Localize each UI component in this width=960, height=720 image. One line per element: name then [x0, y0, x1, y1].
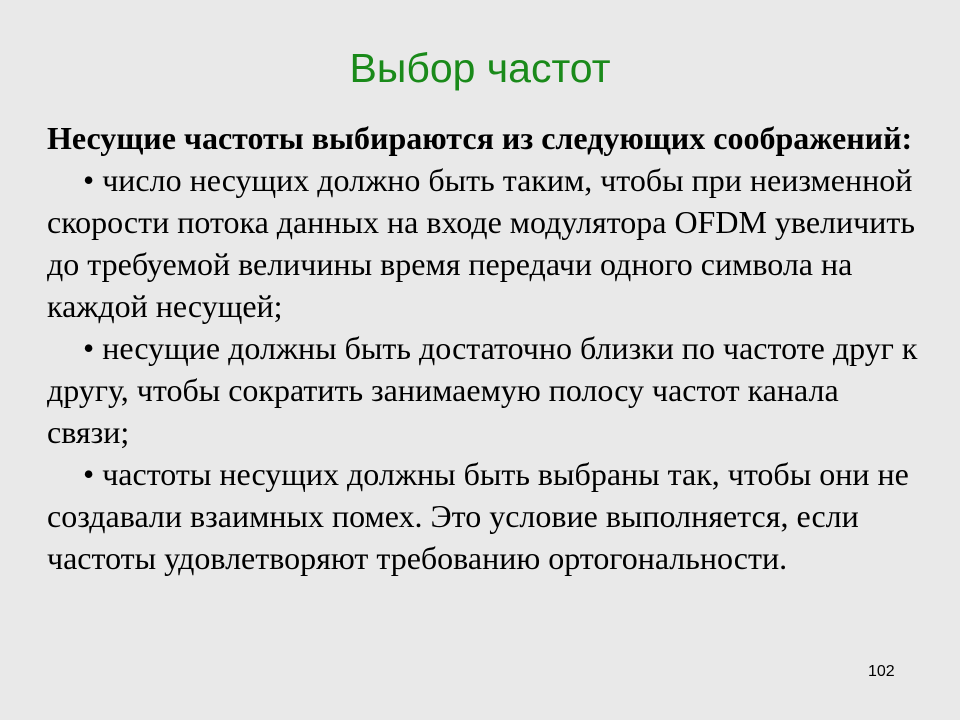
bullet-item-1: • число несущих должно быть таким, чтобы при неизменной скорости потока данных на входе модулятора OFDM увеличить до требуемой величины время передачи одного символа на каждой несущей;	[47, 162, 915, 324]
slide-body	[47, 117, 927, 579]
page-number: 102	[868, 663, 895, 680]
bullet-item-3: • частоты несущих должны быть выбраны так, чтобы они не создавали взаимных помех. Это условие выполняется, если частоты удовлетворяют требованию ортогональности.	[47, 456, 909, 576]
intro-paragraph: Несущие частоты выбираются из следующих соображений:	[47, 120, 913, 156]
slide-title: Выбор частот	[349, 45, 611, 91]
bullet-item-2: • несущие должны быть достаточно близки по частоте друг к другу, чтобы сократить занимаемую полосу частот канала связи;	[47, 330, 918, 450]
